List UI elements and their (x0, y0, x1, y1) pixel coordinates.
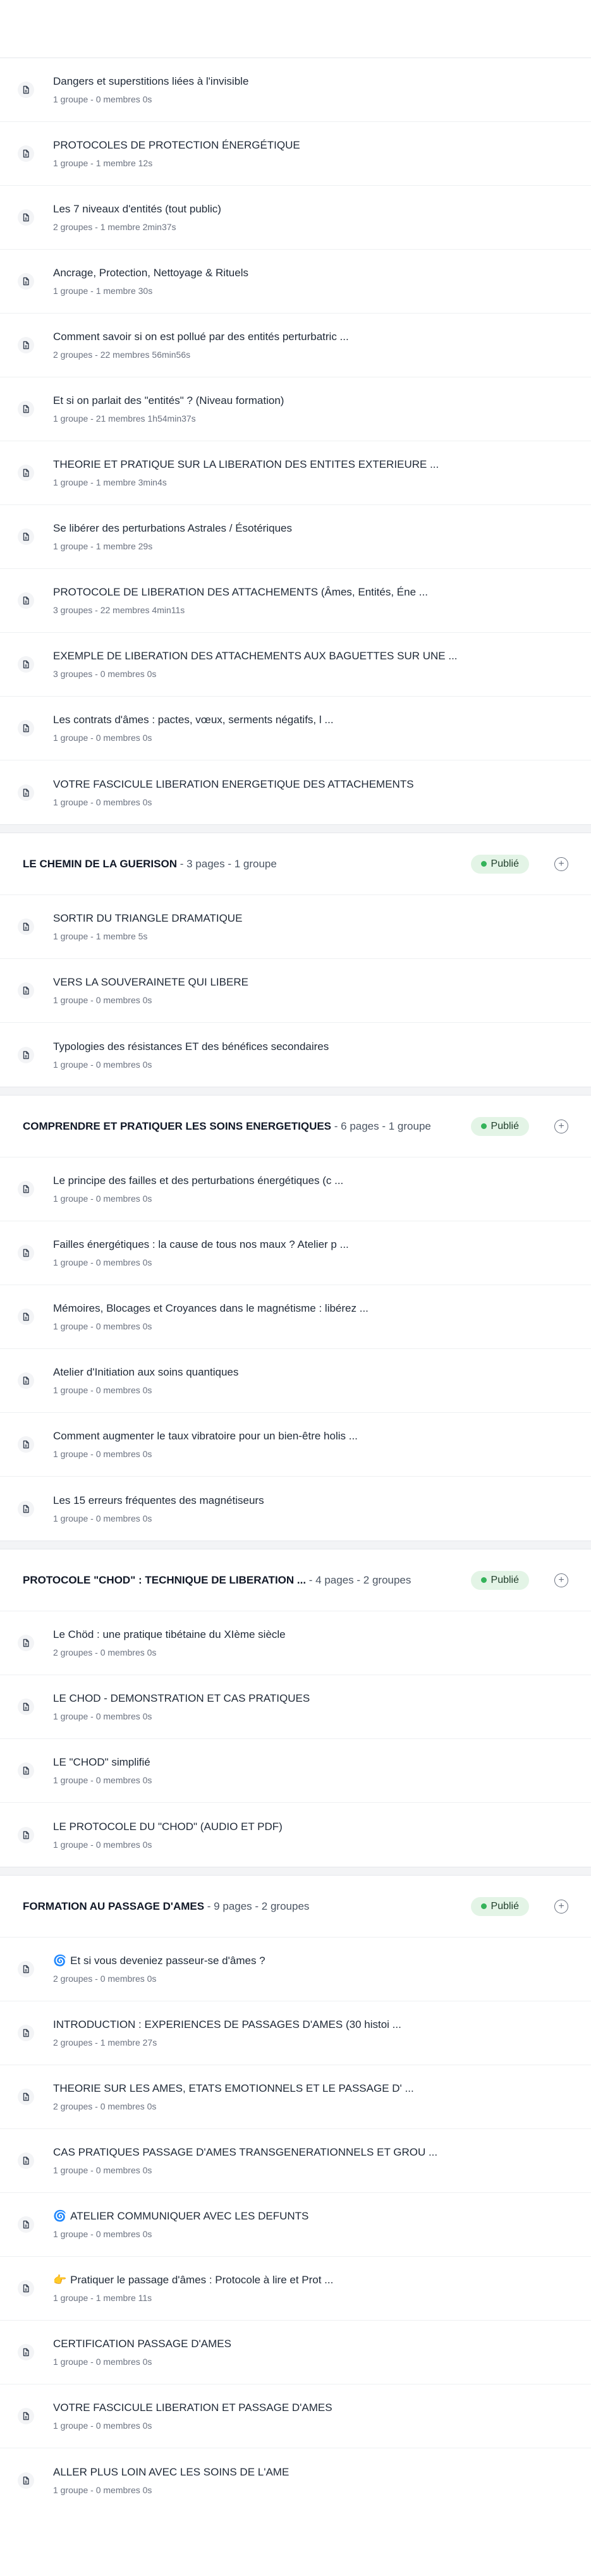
page-row[interactable] (0, 1803, 591, 1867)
page-info (53, 458, 439, 487)
module-title (23, 1574, 471, 1587)
status-badge (471, 1117, 529, 1136)
document-icon (18, 2025, 34, 2041)
page-row[interactable] (0, 314, 591, 377)
page-row[interactable] (0, 2193, 591, 2257)
add-page-button[interactable] (554, 1120, 568, 1133)
page-stats: 1 groupe - 0 membres 0s (53, 2165, 152, 2175)
page-title (53, 976, 248, 989)
document-icon (18, 528, 34, 545)
document-icon (18, 145, 34, 162)
plus-icon: + (558, 1574, 564, 1585)
document-icon (18, 209, 34, 226)
page-title (53, 2466, 289, 2479)
page-title (53, 2338, 231, 2350)
page-stats: 1 groupe - 0 membres 0s (53, 1257, 152, 1267)
page-title-text: INTRODUCTION : EXPERIENCES DE PASSAGES D'AMES (30 histoi ... (53, 2018, 401, 2030)
page-title (53, 2082, 414, 2095)
module-header[interactable] (0, 1096, 591, 1157)
page-row[interactable] (0, 569, 591, 633)
document-icon (18, 1699, 34, 1715)
page-row[interactable] (0, 2321, 591, 2384)
document-icon (18, 2408, 34, 2424)
page-info (53, 1366, 238, 1395)
page-info (53, 976, 248, 1005)
page-title-text: ALLER PLUS LOIN AVEC LES SOINS DE L'AME (53, 2465, 289, 2478)
page-info (53, 331, 349, 360)
page-stats: 1 groupe - 1 membre 11s (53, 2293, 152, 2303)
module-name: PROTOCOLE "CHOD" : TECHNIQUE DE LIBERATION ... (23, 1573, 307, 1586)
document-icon (18, 784, 34, 801)
page-stats: 1 groupe - 21 membres 1h54min37s (53, 413, 196, 424)
page-title (53, 1041, 329, 1053)
document-icon (18, 1181, 34, 1197)
page-stats: 1 groupe - 1 membre 12s (53, 158, 153, 168)
page-info (53, 912, 242, 941)
document-icon (18, 1762, 34, 1779)
top-strip (0, 0, 591, 58)
document-icon (18, 401, 34, 417)
page-info (53, 586, 428, 615)
page-row[interactable] (0, 2257, 591, 2321)
page-title-text: Le principe des failles et des perturbations énergétiques (c ... (53, 1175, 344, 1187)
module-header[interactable] (0, 833, 591, 895)
page-stats: 2 groupes - 1 membre 2min37s (53, 222, 176, 232)
page-stats: 1 groupe - 0 membres 0s (53, 1321, 152, 1331)
page-title-text: Les contrats d'âmes : pactes, vœux, serments négatifs, l ... (53, 714, 334, 726)
page-info (53, 1302, 369, 1331)
document-icon (18, 2152, 34, 2169)
page-row[interactable] (0, 1285, 591, 1349)
page-title-text: PROTOCOLES DE PROTECTION ÉNERGÉTIQUE (53, 139, 300, 151)
document-icon (18, 1309, 34, 1325)
status-badge (471, 1571, 529, 1590)
page-title (53, 912, 242, 925)
page-info (53, 1756, 152, 1785)
page-info (53, 2146, 437, 2175)
page-stats: 1 groupe - 0 membres 0s (53, 1193, 152, 1204)
page-stats: 1 groupe - 0 membres 0s (53, 94, 152, 104)
document-icon (18, 2472, 34, 2489)
module-title (23, 1900, 471, 1913)
page-info (53, 2210, 308, 2239)
page-row[interactable] (0, 186, 591, 250)
page-title-text: VOTRE FASCICULE LIBERATION ET PASSAGE D'AMES (53, 2402, 332, 2414)
page-stats: 1 groupe - 0 membres 0s (53, 2420, 152, 2431)
page-title-text: Atelier d'Initiation aux soins quantiques (53, 1366, 239, 1378)
page-title (53, 2146, 437, 2159)
page-title-text: Et si on parlait des "entités" ? (Niveau formation) (53, 394, 284, 406)
page-row[interactable] (0, 1023, 591, 1087)
page-stats: 1 groupe - 1 membre 30s (53, 286, 153, 296)
module-meta: - 4 pages - 2 groupes (306, 1573, 411, 1586)
page-info (53, 2274, 333, 2303)
document-icon (18, 592, 34, 609)
module-name: LE CHEMIN DE LA GUERISON (23, 857, 177, 870)
page-title-text: LE PROTOCOLE DU "CHOD" (AUDIO ET PDF) (53, 1820, 283, 1833)
module-name: FORMATION AU PASSAGE D'AMES (23, 1900, 205, 1912)
module-meta: - 6 pages - 1 groupe (331, 1120, 431, 1132)
page-row[interactable] (0, 1413, 591, 1477)
page-title (53, 714, 334, 726)
page-row[interactable] (0, 1938, 591, 2001)
page-row[interactable] (0, 1477, 591, 1541)
page-info (53, 714, 334, 743)
page-title (53, 1494, 264, 1507)
page-title-text: Typologies des résistances ET des bénéfices secondaires (53, 1040, 329, 1053)
status-label: Publié (490, 1120, 519, 1132)
page-info (53, 650, 458, 679)
page-row[interactable] (0, 1739, 591, 1803)
page-title (53, 1238, 349, 1251)
module-section (0, 1096, 591, 1541)
page-title (53, 139, 300, 152)
page-title (53, 2018, 401, 2031)
page-info (53, 1821, 283, 1850)
document-icon (18, 1047, 34, 1063)
plus-icon: + (558, 1900, 564, 1912)
module-list (0, 58, 591, 2512)
page-stats: 1 groupe - 0 membres 0s (53, 1513, 152, 1523)
page-title (53, 778, 414, 791)
page-title (53, 203, 221, 216)
page-stats: 1 groupe - 0 membres 0s (53, 733, 152, 743)
document-icon (18, 656, 34, 673)
page-title-text: Se libérer des perturbations Astrales / Ésotériques (53, 522, 292, 534)
module-meta: - 3 pages - 1 groupe (177, 857, 277, 870)
page-row[interactable] (0, 959, 591, 1023)
emoji-icon: 🌀 (53, 2210, 67, 2222)
page-title-text: Comment augmenter le taux vibratoire pour un bien-être holis ... (53, 1430, 358, 1442)
page-title (53, 586, 428, 599)
page-stats: 1 groupe - 0 membres 0s (53, 1775, 152, 1785)
page-title-text: Et si vous deveniez passeur-se d'âmes ? (70, 1955, 265, 1967)
page-row[interactable] (0, 1221, 591, 1285)
page-info (53, 2466, 289, 2495)
page-row[interactable] (0, 697, 591, 760)
section-separator (0, 1087, 591, 1096)
add-page-button[interactable] (554, 857, 568, 871)
page-title-text: Les 15 erreurs fréquentes des magnétiseurs (53, 1494, 264, 1506)
status-dot-icon (481, 1123, 487, 1129)
add-page-button[interactable] (554, 1900, 568, 1914)
page-stats: 1 groupe - 0 membres 0s (53, 2484, 152, 2495)
plus-icon: + (558, 1120, 564, 1132)
page-title-text: THEORIE ET PRATIQUE SUR LA LIBERATION DES ENTITES EXTERIEURE ... (53, 458, 439, 470)
emoji-icon: 👉 (53, 2274, 67, 2286)
page-title (53, 1821, 283, 1833)
page-row[interactable] (0, 1675, 591, 1739)
module-name: COMPRENDRE ET PRATIQUER LES SOINS ENERGETIQUES (23, 1120, 332, 1132)
page-stats: 1 groupe - 0 membres 0s (53, 995, 152, 1005)
page-info (53, 1494, 264, 1523)
page-row[interactable] (0, 122, 591, 186)
page-stats: 1 groupe - 0 membres 0s (53, 1059, 152, 1070)
page-row[interactable] (0, 1611, 591, 1675)
page-row[interactable] (0, 2448, 591, 2512)
page-title (53, 267, 248, 279)
page-stats: 1 groupe - 0 membres 0s (53, 797, 152, 807)
document-icon (18, 720, 34, 736)
page-info (53, 778, 414, 807)
status-label: Publié (490, 1900, 519, 1912)
page-stats: 1 groupe - 1 membre 29s (53, 541, 153, 551)
page-title (53, 522, 292, 535)
page-row[interactable] (0, 2384, 591, 2448)
page-info (53, 1430, 358, 1459)
page-row[interactable] (0, 2001, 591, 2065)
module-section (0, 1876, 591, 2512)
page-title (53, 1430, 358, 1443)
page-title-text: PROTOCOLE DE LIBERATION DES ATTACHEMENTS (Âmes, Entités, Éne ... (53, 586, 428, 598)
page-title (53, 394, 284, 407)
page-stats: 2 groupes - 0 membres 0s (53, 2101, 157, 2111)
page-title-text: CAS PRATIQUES PASSAGE D'AMES TRANSGENERATIONNELS ET GROU ... (53, 2146, 438, 2158)
page-title-text: Dangers et superstitions liées à l'invisible (53, 75, 249, 87)
section-separator (0, 824, 591, 833)
status-badge (471, 1897, 529, 1916)
document-icon (18, 465, 34, 481)
status-dot-icon (481, 1577, 487, 1583)
page-title (53, 1175, 343, 1187)
document-icon (18, 1635, 34, 1651)
status-label: Publié (490, 858, 519, 869)
page-title-text: LE CHOD - DEMONSTRATION ET CAS PRATIQUES (53, 1692, 310, 1704)
page-title-text: VERS LA SOUVERAINETE QUI LIBERE (53, 976, 248, 988)
page-title-text: Comment savoir si on est pollué par des entités perturbatric ... (53, 331, 349, 343)
page-row[interactable] (0, 895, 591, 959)
status-dot-icon (481, 1903, 487, 1909)
page-stats: 2 groupes - 0 membres 0s (53, 1974, 157, 1984)
page-row[interactable] (0, 505, 591, 569)
page-title-text: LE "CHOD" simplifié (53, 1756, 150, 1768)
module-title (23, 858, 471, 870)
page-title (53, 1756, 152, 1769)
page-info (53, 267, 248, 296)
page-row[interactable] (0, 1349, 591, 1413)
page-info (53, 75, 248, 104)
page-info (53, 203, 221, 232)
page-row[interactable] (0, 441, 591, 505)
page-info (53, 1041, 329, 1070)
page-stats: 1 groupe - 0 membres 0s (53, 1711, 152, 1721)
document-icon (18, 2280, 34, 2297)
page-stats: 3 groupes - 0 membres 0s (53, 669, 157, 679)
document-icon (18, 1436, 34, 1453)
add-page-button[interactable] (554, 1573, 568, 1587)
document-icon (18, 919, 34, 935)
module-section (0, 1549, 591, 1867)
page-stats: 1 groupe - 0 membres 0s (53, 1839, 152, 1850)
module-section (0, 58, 591, 824)
page-title-text: THEORIE SUR LES AMES, ETATS EMOTIONNELS ET LE PASSAGE D' ... (53, 2082, 414, 2094)
page-stats: 2 groupes - 0 membres 0s (53, 1647, 157, 1657)
page-row[interactable] (0, 250, 591, 314)
page-row[interactable] (0, 377, 591, 441)
page-stats: 1 groupe - 0 membres 0s (53, 2229, 152, 2239)
page-title (53, 2402, 332, 2414)
page-info (53, 394, 284, 424)
page-info (53, 2338, 231, 2367)
page-info (53, 139, 300, 168)
document-icon (18, 2216, 34, 2233)
page-title-text: EXEMPLE DE LIBERATION DES ATTACHEMENTS AUX BAGUETTES SUR UNE ... (53, 650, 458, 662)
page-info (53, 1628, 286, 1657)
section-separator (0, 1541, 591, 1549)
page-info (53, 1692, 310, 1721)
page-title-text: CERTIFICATION PASSAGE D'AMES (53, 2338, 231, 2350)
page-title (53, 458, 439, 471)
page-info (53, 2018, 401, 2048)
page-info (53, 522, 292, 551)
module-header[interactable] (0, 1876, 591, 1938)
page-title (53, 650, 458, 662)
document-icon (18, 982, 34, 999)
page-row[interactable] (0, 633, 591, 697)
document-icon (18, 1501, 34, 1517)
document-icon (18, 2344, 34, 2360)
document-icon (18, 2089, 34, 2105)
module-title (23, 1120, 471, 1133)
page-stats: 1 groupe - 1 membre 5s (53, 931, 148, 941)
page-row[interactable] (0, 760, 591, 824)
page-title (53, 75, 248, 88)
page-info (53, 1175, 343, 1204)
document-icon (18, 82, 34, 98)
page-title-text: Les 7 niveaux d'entités (tout public) (53, 203, 221, 215)
page-title (53, 2210, 308, 2223)
status-badge (471, 855, 529, 874)
page-stats: 2 groupes - 22 membres 56min56s (53, 350, 191, 360)
page-title-text: Le Chöd : une pratique tibétaine du XIème siècle (53, 1628, 286, 1640)
page-row[interactable] (0, 1157, 591, 1221)
page-stats: 1 groupe - 0 membres 0s (53, 2357, 152, 2367)
page-info (53, 1238, 349, 1267)
page-title (53, 1628, 286, 1641)
page-title (53, 331, 349, 343)
page-stats: 1 groupe - 0 membres 0s (53, 1449, 152, 1459)
module-header[interactable] (0, 1549, 591, 1611)
page-row[interactable] (0, 2065, 591, 2129)
document-icon (18, 1827, 34, 1843)
page-info (53, 2082, 414, 2111)
plus-icon: + (558, 858, 564, 869)
page-title-text: ATELIER COMMUNIQUER AVEC LES DEFUNTS (70, 2210, 309, 2222)
page-title-text: SORTIR DU TRIANGLE DRAMATIQUE (53, 912, 243, 924)
page-title-text: Ancrage, Protection, Nettoyage & Rituels (53, 267, 248, 279)
page-row[interactable] (0, 58, 591, 122)
page-title (53, 2274, 333, 2286)
page-title-text: Mémoires, Blocages et Croyances dans le magnétisme : libérez ... (53, 1302, 369, 1314)
status-label: Publié (490, 1574, 519, 1585)
page-row[interactable] (0, 2129, 591, 2193)
module-meta: - 9 pages - 2 groupes (204, 1900, 310, 1912)
page-info (53, 2402, 332, 2431)
page-info (53, 1955, 265, 1984)
document-icon (18, 273, 34, 290)
page-title (53, 1692, 310, 1705)
module-section (0, 833, 591, 1087)
page-title (53, 1955, 265, 1967)
page-stats: 1 groupe - 1 membre 3min4s (53, 477, 167, 487)
page-stats: 1 groupe - 0 membres 0s (53, 1385, 152, 1395)
page-title (53, 1302, 369, 1315)
document-icon (18, 337, 34, 353)
page-title (53, 1366, 238, 1379)
section-separator (0, 1867, 591, 1876)
document-icon (18, 1372, 34, 1389)
page-title-text: VOTRE FASCICULE LIBERATION ENERGETIQUE DES ATTACHEMENTS (53, 778, 414, 790)
emoji-icon: 🌀 (53, 1955, 67, 1967)
document-icon (18, 1961, 34, 1977)
page-title-text: Failles énergétiques : la cause de tous nos maux ? Atelier p ... (53, 1238, 349, 1250)
page-stats: 3 groupes - 22 membres 4min11s (53, 605, 185, 615)
document-icon (18, 1245, 34, 1261)
page-stats: 2 groupes - 1 membre 27s (53, 2037, 157, 2048)
page-title-text: Pratiquer le passage d'âmes : Protocole à lire et Prot ... (70, 2274, 334, 2286)
status-dot-icon (481, 861, 487, 867)
